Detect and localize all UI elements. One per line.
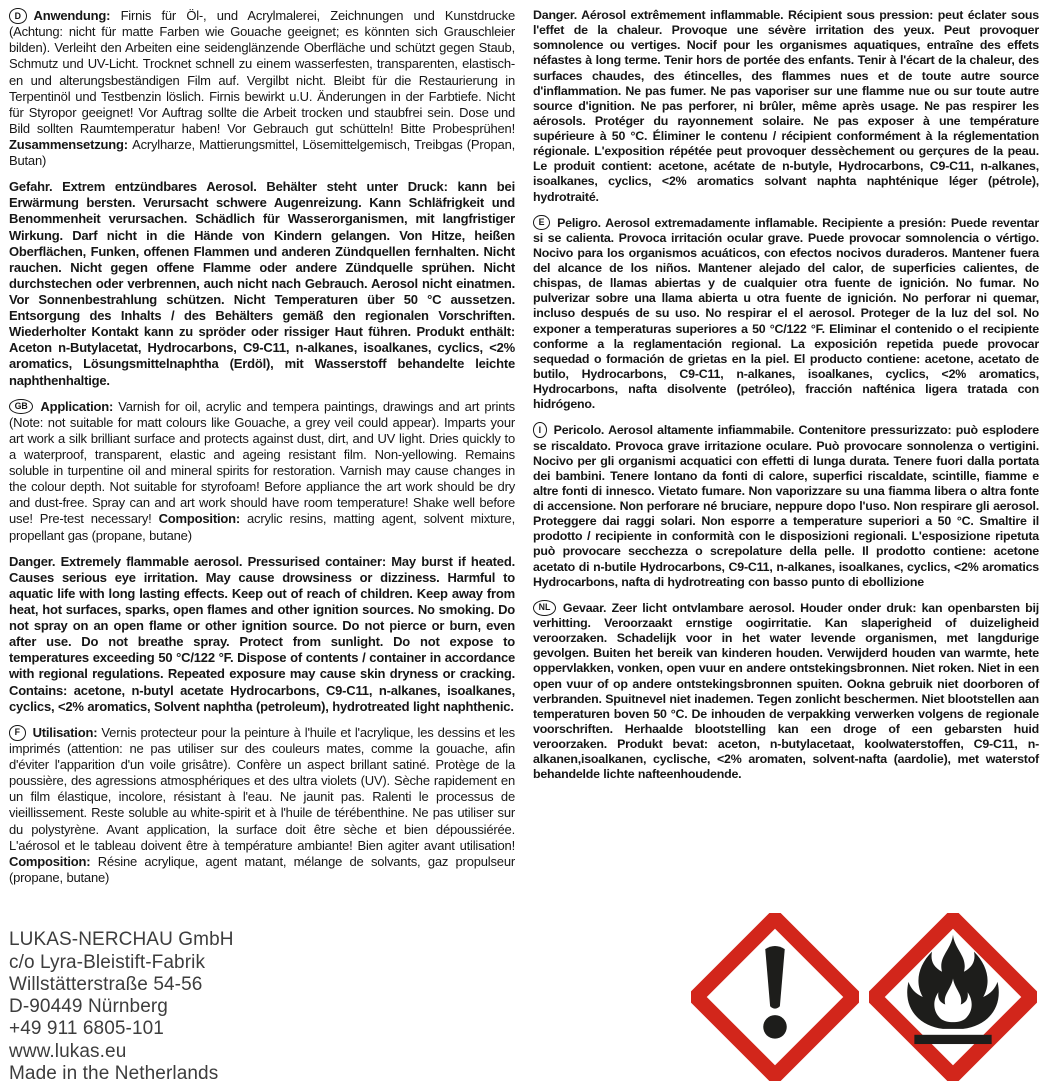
it-hazard-paragraph	[533, 422, 1039, 589]
de-hazard-paragraph	[9, 179, 515, 388]
fr-application-paragraph	[9, 725, 515, 886]
text-run: Résine acrylique, agent matant, mélange de solvants, gaz propulseur (propane, butane)	[9, 853, 515, 885]
text-run: Gefahr. Extrem entzündbares Aerosol. Behälter steht unter Druck: kann bei Erwärmung bersten. Verursacht schwere Augenreizung. Kann Schläfrigkeit und Benommenheit verursachen. Schädlich für Wasserorganismen, mit langfristiger Wirkung. Darf nicht in die Hände von Kindern gelangen. Von Hitze, heißen Oberflächen, Funken, offenen Flammen und anderen Zündquellen fernhalten. Nicht rauchen. Nicht gegen offene Flamme oder andere Zündquelle sprühen. Nicht durchstechen oder verbrennen, auch nicht nach Gebrauch. Aerosol nicht einatmen. Vor Sonnenbestrahlung schützen. Nicht Temperaturen über 50 °C aussetzen. Entsorgung des Inhalts / des Behälters gemäß den regionalen Vorschriften. Wiederholter Kontakt kann zu spröder oder rissiger Haut führen. Produkt enthält: Aceton n-Butylacetat, Hydrocarbons, C9-C11, n-alkanes, isoalkanes, cyclics, <2% aromatics, Lösungsmittelnaphtha (Erdöl), mit Wasserstoff behandelte leichte naphthenhaltige.	[9, 179, 515, 388]
text-run: Peligro. Aerosol extremadamente inflamable. Recipiente a presión: Puede reventar si se calienta. Provoca irritación ocular grave. Puede provocar somnolencia o vértigo. Nocivo para los organismos acuáticos, con efectos nocivos duraderos. Mantener fuera del alcance de los niños. Mantener alejado del calor, de superficies calientes, de chispas, de llamas abiertas y de cualquier otra fuente de ignición. No fumar. No pulverizar sobre una llama abierta u otra fuente de ignición. No perforar ni quemar, incluso después de su uso. No respirar el el aerosol. Proteger de la luz del sol. No exponer a temperaturas superiores a 50 °C/122 °F. Eliminar el contenido o el recipiente conforme a la reglamentación regional. La exposición repetida puede provocar sequedad o formación de grietas en la piel. El producto contiene: acetone, acetato de butilo, Hydrocarbons, C9-C11, n-alkanes, isoalkanes, cyclics, <2% aromatics, Hydrocarbons, nafta disolvente (petróleo), fracción nafténica ligera tratada con hidrógeno.	[533, 215, 1039, 412]
right-column-paragraphs	[533, 8, 1039, 792]
right-column	[533, 8, 1039, 1085]
language-badge-f: F	[9, 725, 26, 741]
text-run: Utilisation:	[32, 724, 102, 740]
text-run: Gevaar. Zeer licht ontvlambare aerosol. Houder onder druk: kan openbarsten bij verhitting. Veroorzaakt ernstige oogirritatie. Kan slaperigheid of duizeligheid veroorzaken. Schadelijk voor in het water levende organismen, met langdurige gevolgen. Buiten het bereik van kinderen houden. Verwijderd houden van warmte, hete oppervlakken, vonken, open vuur en andere ontstekingsbronnen. Niet roken. Niet in een open vuur of op andere ontstekingsbronnen spuiten. Ookna gebruik niet doorboren of verbranden. Spuitnevel niet inademen. Tegen zonlicht beschermen. Niet blootstellen aan temperaturen boven 50 °C. De inhouden de verpakking verwerken volgens de regionale voorschriften. Herhaalde blootstelling kan een droge of een gebarsten huid veroorzaken. Produkt bevat: aceton, n-butylacetaat, koolwaterstoffen, C9-C11, n-alkanen,isoalkanen, cyclische, <2% aromaten, solvent-nafta (aardolie), met waterstof behandelde lichte nafteenhoudende.	[533, 600, 1039, 782]
language-badge-d: D	[9, 8, 27, 24]
en-application-paragraph	[9, 399, 515, 544]
es-hazard-paragraph	[533, 215, 1039, 413]
address-line: www.lukas.eu	[9, 1040, 127, 1062]
text-run: Application:	[40, 398, 119, 414]
text-run: Composition:	[9, 853, 98, 869]
address-line: Willstätterstraße 54-56	[9, 973, 203, 995]
address-line: +49 911 6805-101	[9, 1018, 164, 1040]
language-badge-i: I	[533, 422, 547, 438]
exclamation-mark-pictogram-icon	[691, 913, 859, 1081]
en-hazard-paragraph	[9, 554, 515, 715]
address-line: Made in the Netherlands	[9, 1062, 219, 1084]
text-run: Anwendung:	[33, 8, 121, 24]
language-badge-gb: GB	[9, 399, 33, 415]
address-line: c/o Lyra-Bleistift-Fabrik	[9, 951, 206, 973]
text-run: Varnish for oil, acrylic and tempera paintings, drawings and art prints (Note: not suitable for matt colours like Gouache, a grey veil could appear). Imparts your art work a silk brilliant surface and protects against dust, dirt, and UV light. Dries quickly to a waterproof, transparent, elastic and ageing resistant film. Non-yellowing. Remains soluble in turpentine oil and mineral spirits for restoration. Varnish may cause changes in the colour depth. Not suitable for styrofoam! Before appliance the art work should be dry and dust-free. Spray can and art work should have room temperature! Shake well before use! Pre-test necessary!	[9, 398, 515, 527]
left-column-paragraphs	[9, 8, 515, 896]
language-badge-nl: NL	[533, 600, 556, 616]
language-badge-e: E	[533, 215, 550, 231]
text-run: Composition:	[158, 511, 247, 527]
nl-hazard-paragraph	[533, 600, 1039, 783]
flame-pictogram-icon	[869, 913, 1037, 1081]
text-run: Firnis für Öl-, und Acrylmalerei, Zeichnungen und Kunstdrucke (Achtung: nicht für matte Farben wie Gouache geeignet; es könnten sich Grauschleier bilden). Verleiht den Arbeiten eine seidenglänzende Oberfläche und schützt gegen Staub, Schmutz und UV-Licht. Trocknet schnell zu einem wasserfesten, transparenten, elastisch- en und alterungsbeständigen Film auf. Vergilbt nicht. Bleibt für die Restaurierung in Terpentinöl und Testbenzin löslich. Firnis bewirkt u.U. Änderungen in der Farbtiefe. Nicht für Styropor geeignet! Vor Auftrag sollte die Arbeit trocken und staubfrei sein. Dose und Bild sollten Raumtemperatur haben! Vor Gebrauch gut schütteln! Bitte Probesprühen!	[9, 8, 515, 136]
text-run: acrylic resins, matting agent, solvent mixture, propellant gas (propane, butane)	[9, 511, 516, 543]
text-run: Danger. Extremely flammable aerosol. Pressurised container: May burst if heated. Causes serious eye irritation. May cause drowsiness or dizziness. Harmful to aquatic life with long lasting effects. Keep out of reach of children. Keep away from heat, hot surfaces, sparks, open flames and other ignition sources. No smoking. Do not spray on an open flame or other ignition source. Do not pierce or burn, even after use. Do not breathe spray. Protect from sunlight. Do not expose to temperatures exceeding 50 °C/122 °F. Dispose of contents / container in accordance with regional regulations. Repeated exposure may cause skin dryness or cracking. Contains: acetone, n-butyl acetate Hydrocarbons, C9-C11, n-alkanes, isoalkanes, cyclics, <2% aromatics, Solvent naphtha (petroleum), hydrotreated light naphthenic.	[9, 553, 515, 714]
address-line: D-90449 Nürnberg	[9, 996, 168, 1018]
de-application-paragraph	[9, 8, 515, 169]
fr-hazard-paragraph	[533, 8, 1039, 205]
address-block	[9, 929, 515, 1085]
text-run: Acrylharze, Mattierungsmittel, Lösemittelgemisch, Treibgas (Propan, Butan)	[9, 136, 516, 169]
text-run: Vernis protecteur pour la peinture à l'huile et l'acrylique, les dessins et les imprimés (attention: ne pas utiliser sur des couleurs mates, comme la gouache, afin d'éviter l'apparition d'un voile grisâtre). Confère un aspect brillant satiné. Protège de la poussière, des agressions atmosphériques et des ultra violets (UV). Sèche rapidement en un film élastique, incolore, résistant à l'eau. Ne jaunit pas. Ralenti le processus de vieillissement. Reste soluble au white-spirit et à l'huile de térébenthine. Ne pas utiliser sur du polystyrène. Avant application, la surface doit être sèche et bien dépoussiérée. L'aérosol et le tableau doivent être à température ambiante! Bien agiter avant utilisation!	[9, 724, 515, 853]
hazard-pictograms	[533, 913, 1039, 1085]
address-line: LUKAS-NERCHAU GmbH	[9, 929, 234, 951]
left-column	[9, 8, 515, 1085]
text-run: Zusammensetzung:	[9, 136, 133, 152]
text-run: Danger. Aérosol extrêmement inflammable. Récipient sous pression: peut éclater sous l'effet de la chaleur. Provoque une sévère irritation des yeux. Peut provoquer somnolence ou vertiges. Nocif pour les organismes aquatiques, entraîne des effets néfastes à long terme. Tenir hors de portée des enfants. Tenir à l'écart de la chaleur, des surfaces chaudes, des étincelles, des flammes nues et de toute autre source d'inflammation. Ne pas fumer. Ne pas vaporiser sur une flamme nue ou sur toute autre source d'ignition. Ne pas perforer, ni brûler, même après usage. Ne pas respirer les aérosols. Protéger du rayonnement solaire. Ne pas exposer à une température supérieure à 50 °C. Éliminer le contenu / récipient conformément à la réglementation régionale. L'exposition répétée peut provoquer dessèchement ou gerçures de la peau. Le produit contient: acetone, acétate de n-butyle, Hydrocarbons, C9-C11, n-alkanes, isoalkanes, cyclics, <2% aromatics solvant naphta naphténique léger (pétrole), hydrotraité.	[533, 8, 1039, 204]
text-run: Pericolo. Aerosol altamente infiammabile. Contenitore pressurizzato: può esplodere se riscaldato. Provoca grave irritazione oculare. Può provocare sonnolenza o vertigini. Nocivo per gli organismi acquatici con effetti di lunga durata. Tenere fuori dalla portata dei bambini. Tenere lontano da fonti di calore, superfici riscaldate, scintille, fiamme e altre fonti di innesco. Vietato fumare. Non vaporizzare su una fiamma libera o altra fonte di accensione. Non perforare né bruciare, neppure dopo l'uso. Non respirare gli aerosol. Proteggere dai raggi solari. Non esporre a temperature superiori a 50 °C. Smaltire il prodotto / recipiente in conformità con le disposizioni regionali. L'esposizione ripetuta può provocare secchezza o screpolature della pelle. Il prodotto contiene: acetone acetato di n-butile Hydrocarbons, C9-C11, n-alkanes, isoalkanes, cyclics, <2% aromatics Hydrocarbons, nafta di hydrotreating con basso punto di ebollizione	[533, 423, 1039, 589]
